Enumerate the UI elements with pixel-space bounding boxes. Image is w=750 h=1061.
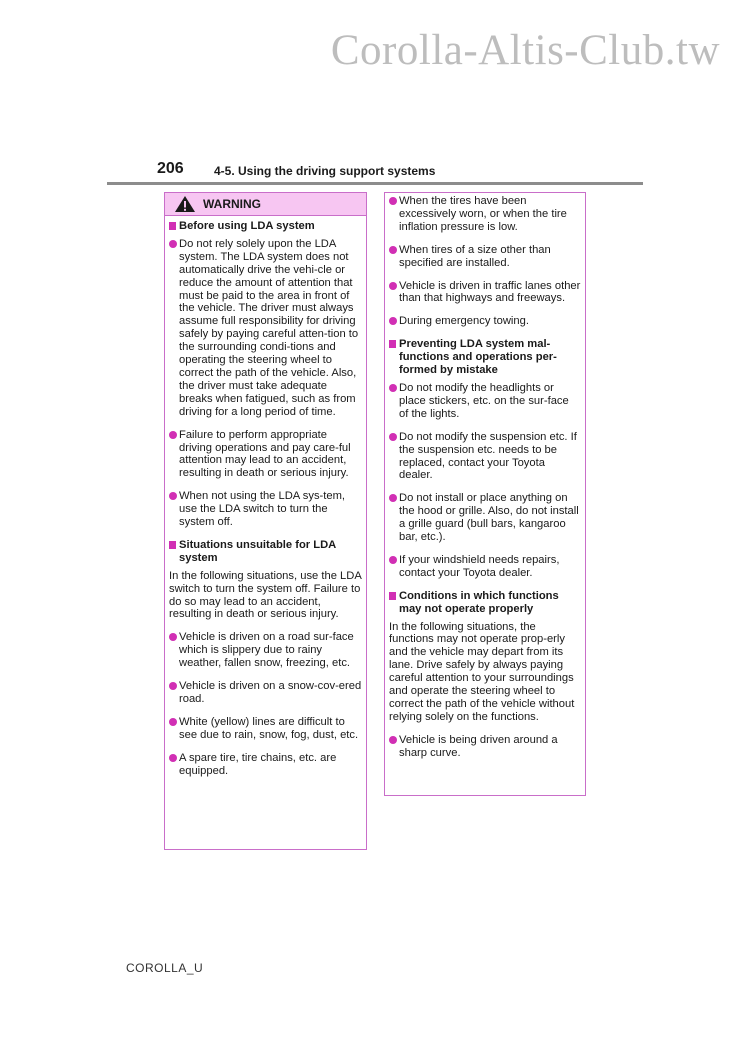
page-number: 206 xyxy=(157,160,184,177)
bullet-text: Do not modify the suspension etc. If the suspension etc. needs to be replaced, contact your Toyota dealer. xyxy=(399,430,577,482)
bullet-text: Vehicle is being driven around a sharp curve. xyxy=(399,733,558,759)
bullet-text: When the tires have been excessively worn, or when the tire inflation pressure is low. xyxy=(399,195,567,233)
warning-triangle-icon xyxy=(174,195,196,213)
bullet-text: Vehicle is driven on a snow-cov-ered road. xyxy=(179,680,362,705)
bullet-dot-icon xyxy=(389,197,397,205)
bullet-dot-icon xyxy=(169,633,177,641)
heading-square-icon xyxy=(169,222,176,230)
heading-square-icon xyxy=(169,541,176,549)
heading-conditions-not-operate xyxy=(389,590,581,616)
bullet-text: Do not rely solely upon the LDA system. The LDA system does not automatically drive the vehi-cle or reduce the amount of attention that must be paid to the area in front of the vehicle. The driver must always assume full responsibility for driving safely by paying careful atten-tion to the surrounding condi-tions and operating the steering wheel to correct the path of the vehicle. Also, the driver must take adequate breaks when fatigued, such as from driving for a long period of time. xyxy=(179,237,359,418)
bullet-item xyxy=(389,244,581,270)
bullet-dot-icon xyxy=(389,556,397,564)
bullet-text: Do not modify the headlights or place stickers, etc. on the sur-face of the lights. xyxy=(399,381,569,420)
bullet-text: During emergency towing. xyxy=(399,315,529,328)
bullet-dot-icon xyxy=(389,494,397,502)
bullet-text: Failure to perform appropriate driving operations and pay care-ful attention may lead to an accident, resulting in death or serious injury. xyxy=(179,428,351,480)
bullet-dot-icon xyxy=(389,736,397,744)
bullet-item xyxy=(389,382,581,421)
bullet-item xyxy=(389,431,581,483)
bullet-text: Vehicle is driven in traffic lanes other than that highways and freeways. xyxy=(399,279,581,305)
bullet-item xyxy=(169,631,362,670)
warning-box-right xyxy=(384,192,586,796)
bullet-dot-icon xyxy=(389,384,397,392)
heading-text: Situations unsuitable for LDA system xyxy=(179,538,336,564)
bullet-item xyxy=(169,429,362,481)
bullet-dot-icon xyxy=(169,754,177,762)
paragraph: In the following situations, the functions may not operate prop-erly and the vehicle may depart from its lane. Drive safely by always paying careful attention to your surroundings and operate the steering wheel to correct the path of the vehicle without relying solely on the functions. xyxy=(389,620,575,723)
bullet-text: Do not install or place anything on the hood or grille. Also, do not install a grille guard (bull bars, kangaroo bar, etc.). xyxy=(399,492,579,544)
bullet-dot-icon xyxy=(389,317,397,325)
bullet-dot-icon xyxy=(169,682,177,690)
bullet-dot-icon xyxy=(389,282,397,290)
bullet-text: White (yellow) lines are difficult to see due to rain, snow, fog, dust, etc. xyxy=(179,715,359,741)
bullet-dot-icon xyxy=(389,246,397,254)
paragraph: In the following situations, use the LDA switch to turn the system off. Failure to do so may lead to an accident, resulting in death or serious injury. xyxy=(169,569,362,621)
heading-square-icon xyxy=(389,340,396,348)
watermark: Corolla-Altis-Club.tw xyxy=(330,27,720,74)
bullet-item xyxy=(389,734,581,760)
heading-before-using-lda xyxy=(169,220,362,233)
bullet-item xyxy=(389,280,581,306)
bullet-text: A spare tire, tire chains, etc. are equipped. xyxy=(179,751,337,777)
bullet-dot-icon xyxy=(169,718,177,726)
bullet-text: Vehicle is driven on a road sur-face which is slippery due to rainy weather, fallen snow, freezing, etc. xyxy=(179,631,354,670)
bullet-dot-icon xyxy=(169,240,177,248)
section-title: 4-5. Using the driving support systems xyxy=(214,164,436,178)
bullet-item xyxy=(389,492,581,544)
bullet-item xyxy=(169,752,362,778)
warning-label: WARNING xyxy=(203,197,261,211)
heading-text: Conditions in which functions may not operate properly xyxy=(399,589,559,615)
bullet-text: If your windshield needs repairs, contact your Toyota dealer. xyxy=(399,553,560,579)
bullet-text: When tires of a size other than specified are installed. xyxy=(399,243,551,269)
bullet-item xyxy=(169,238,362,419)
heading-text: Before using LDA system xyxy=(179,220,315,232)
bullet-item xyxy=(389,554,581,580)
heading-square-icon xyxy=(389,592,396,600)
warning-header xyxy=(165,193,366,216)
bullet-item xyxy=(169,716,362,742)
warning-box-left xyxy=(164,192,367,850)
bullet-item xyxy=(169,680,362,706)
bullet-item xyxy=(169,490,362,529)
bullet-item xyxy=(389,195,581,234)
bullet-dot-icon xyxy=(389,433,397,441)
bullet-text: When not using the LDA sys-tem, use the LDA switch to turn the system off. xyxy=(179,490,346,529)
heading-text: Preventing LDA system mal-functions and operations per-formed by mistake xyxy=(399,338,557,377)
bullet-item xyxy=(389,315,581,328)
heading-situations-unsuitable xyxy=(169,539,362,565)
header-divider xyxy=(107,182,643,185)
heading-preventing-malfunctions xyxy=(389,338,581,377)
bullet-dot-icon xyxy=(169,492,177,500)
footer-model: COROLLA_U xyxy=(126,961,204,975)
bullet-dot-icon xyxy=(169,431,177,439)
